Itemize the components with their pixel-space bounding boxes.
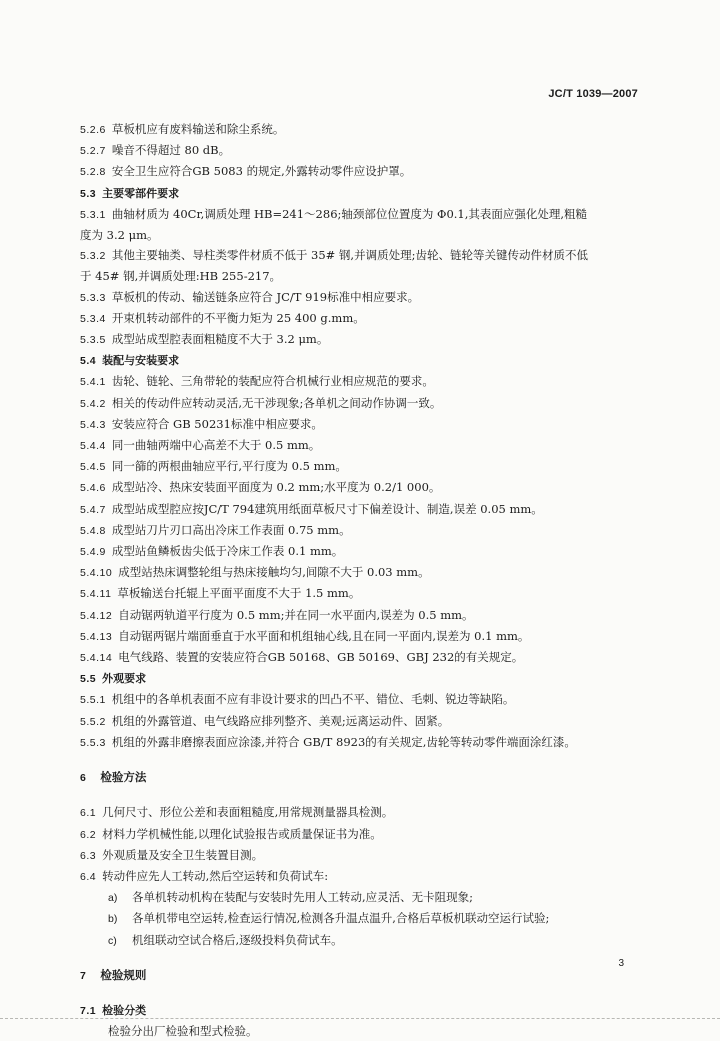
clause-text: 检验分出厂检验和型式检验。 bbox=[108, 1024, 258, 1039]
clause-text: 度为 3.2 μm。 bbox=[80, 228, 159, 243]
clause-line bbox=[80, 119, 640, 140]
clause-line bbox=[80, 520, 640, 541]
clause-text: 成型站成型腔表面粗糙度不大于 3.2 μm。 bbox=[111, 332, 329, 347]
clause-text: 检验分类 bbox=[102, 1003, 147, 1017]
scan-edge-line bbox=[0, 1018, 720, 1020]
clause-line bbox=[80, 140, 640, 161]
clause-text: 曲轴材质为 40Cr,调质处理 HB=241～286;轴颈部位位置度为 Φ0.1,其表面应强化处理,粗糙 bbox=[111, 206, 588, 221]
clause-number: 6.4 bbox=[80, 870, 97, 883]
clause-text: 几何尺寸、形位公差和表面粗糙度,用常规测量器具检测。 bbox=[102, 805, 394, 820]
clause-text: 自动锯两轨道平行度为 0.5 mm;并在同一水平面内,误差为 0.5 mm。 bbox=[118, 607, 474, 622]
clause-number: 5.4.10 bbox=[80, 567, 113, 580]
clause-number: 5.4.14 bbox=[80, 652, 113, 665]
clause-text: 草板机的传动、输送链条应符合 JC/T 919标准中相应要求。 bbox=[111, 289, 420, 304]
clause-line bbox=[80, 414, 640, 435]
subsection-heading bbox=[80, 183, 640, 204]
document-body bbox=[80, 119, 640, 1041]
clause-line bbox=[80, 802, 640, 823]
clause-text: 其他主要轴类、导柱类零件材质不低于 35# 钢,并调质处理;齿轮、链轮等关键传动件材质不低 bbox=[111, 248, 588, 263]
clause-number: 5.3.3 bbox=[80, 291, 106, 304]
clause-line bbox=[80, 866, 640, 887]
clause-line bbox=[80, 245, 640, 266]
clause-text: 检验规则 bbox=[100, 967, 147, 982]
clause-line bbox=[80, 689, 640, 710]
list-marker: a) bbox=[108, 892, 118, 905]
clause-continuation bbox=[80, 266, 640, 286]
clause-line bbox=[80, 456, 640, 477]
clause-text: 成型站成型腔应按JC/T 794建筑用纸面草板尺寸下偏差设计、制造,误差 0.05 mm。 bbox=[111, 501, 543, 516]
clause-continuation bbox=[80, 225, 640, 245]
standard-number-header: JC/T 1039—2007 bbox=[548, 88, 638, 100]
clause-line bbox=[80, 562, 640, 583]
clause-text: 外观质量及安全卫生装置目测。 bbox=[102, 847, 264, 862]
section-gap bbox=[80, 753, 640, 767]
clause-text: 成型站冷、热床安装面平面度为 0.2 mm;水平度为 0.2/1 000。 bbox=[111, 480, 441, 495]
clause-text: 转动件应先人工转动,然后空运转和负荷试车: bbox=[102, 868, 329, 883]
clause-text: 机组联动空试合格后,逐级投料负荷试车。 bbox=[132, 932, 343, 947]
clause-line bbox=[80, 204, 640, 225]
clause-line bbox=[80, 393, 640, 414]
clause-line bbox=[80, 161, 640, 182]
clause-number: 7 bbox=[80, 969, 87, 982]
clause-number: 6 bbox=[80, 772, 87, 785]
clause-line bbox=[80, 308, 640, 329]
list-item bbox=[80, 887, 640, 908]
clause-text: 成型站刀片刃口高出冷床工作表面 0.75 mm。 bbox=[111, 522, 351, 537]
clause-line bbox=[80, 732, 640, 753]
clause-line bbox=[80, 583, 640, 604]
clause-line bbox=[80, 329, 640, 350]
clause-number: 5.3.1 bbox=[80, 208, 106, 221]
clause-number: 6.3 bbox=[80, 849, 97, 862]
clause-text: 草板机应有废料输送和除尘系统。 bbox=[111, 122, 285, 136]
clause-line bbox=[80, 499, 640, 520]
clause-number: 5.4.1 bbox=[80, 376, 106, 389]
clause-text: 电气线路、装置的安装应符合GB 50168、GB 50169、GBJ 232的有关规定。 bbox=[118, 650, 524, 665]
clause-number: 5.5 bbox=[80, 673, 97, 686]
clause-text: 噪音不得超过 80 dB。 bbox=[111, 143, 231, 158]
clause-text: 各单机带电空运转,检查运行情况,检测各升温点温升,合格后草板机联动空运行试验; bbox=[132, 911, 550, 926]
subsection-heading bbox=[80, 668, 640, 689]
clause-text: 机组的外露管道、电气线路应排列整齐、美观;远离运动件、固紧。 bbox=[111, 713, 450, 728]
list-item bbox=[80, 930, 640, 951]
clause-number: 5.2.6 bbox=[80, 124, 106, 136]
clause-line bbox=[80, 647, 640, 668]
clause-number: 5.4.9 bbox=[80, 546, 106, 559]
clause-text: 主要零部件要求 bbox=[102, 186, 180, 200]
clause-number: 7.1 bbox=[80, 1004, 97, 1017]
clause-number: 5.4.13 bbox=[80, 630, 113, 643]
clause-line bbox=[80, 371, 640, 392]
section-gap bbox=[80, 951, 640, 965]
clause-number: 5.4 bbox=[80, 355, 97, 368]
clause-line bbox=[80, 541, 640, 562]
clause-text: 各单机转动机构在装配与安装时先用人工转动,应灵活、无卡阻现象; bbox=[132, 890, 474, 905]
clause-text: 外观要求 bbox=[102, 672, 147, 686]
clause-text: 同一篩的两根曲轴应平行,平行度为 0.5 mm。 bbox=[111, 459, 347, 474]
clause-number: 6.2 bbox=[80, 828, 97, 841]
clause-text: 于 45# 钢,并调质处理:HB 255-217。 bbox=[80, 269, 282, 284]
section-heading bbox=[80, 767, 640, 788]
clause-text: 相关的传动件应转动灵活,无干涉现象;各单机之间动作协调一致。 bbox=[111, 395, 442, 410]
clause-text: 成型站鱼鳞板齿尖低于冷床工作表 0.1 mm。 bbox=[111, 544, 344, 559]
list-marker: b) bbox=[108, 913, 118, 926]
clause-line bbox=[80, 605, 640, 626]
clause-number: 5.3.2 bbox=[80, 250, 106, 263]
clause-number: 5.3.5 bbox=[80, 334, 106, 347]
clause-number: 5.4.6 bbox=[80, 482, 106, 495]
clause-text: 草板输送台托辊上平面平面度不大于 1.5 mm。 bbox=[117, 586, 361, 601]
clause-text: 自动锯两锯片端面垂直于水平面和机组轴心线,且在同一平面内,误差为 0.1 mm。 bbox=[118, 628, 530, 643]
subsection-heading bbox=[80, 350, 640, 371]
clause-body bbox=[80, 1021, 640, 1041]
clause-number: 5.4.4 bbox=[80, 440, 106, 453]
clause-number: 5.4.7 bbox=[80, 503, 106, 516]
clause-number: 5.4.2 bbox=[80, 397, 106, 410]
clause-number: 5.4.8 bbox=[80, 524, 106, 537]
clause-line bbox=[80, 477, 640, 498]
clause-text: 同一曲轴两端中心高差不大于 0.5 mm。 bbox=[111, 438, 321, 453]
clause-text: 齿轮、链轮、三角带轮的装配应符合机械行业相应规范的要求。 bbox=[111, 374, 434, 389]
clause-number: 5.5.1 bbox=[80, 694, 106, 707]
clause-number: 5.2.8 bbox=[80, 166, 106, 179]
clause-number: 5.4.3 bbox=[80, 418, 106, 431]
clause-text: 成型站热床调整轮组与热床接触均匀,间隙不大于 0.03 mm。 bbox=[118, 565, 430, 580]
section-heading bbox=[80, 965, 640, 986]
clause-text: 机组中的各单机表面不应有非设计要求的凹凸不平、错位、毛刺、锐边等缺陷。 bbox=[111, 692, 515, 707]
clause-text: 机组的外露非磨擦表面应涂漆,并符合 GB/T 8923的有关规定,齿轮等转动零件端面涂红漆。 bbox=[111, 734, 576, 749]
clause-number: 5.3 bbox=[80, 187, 97, 200]
section-gap bbox=[80, 788, 640, 802]
clause-text: 安全卫生应符合GB 5083 的规定,外露转动零件应设护罩。 bbox=[111, 164, 412, 179]
clause-number: 5.4.11 bbox=[80, 588, 112, 601]
list-item bbox=[80, 908, 640, 929]
clause-text: 材料力学机械性能,以理化试验报告或质量保证书为准。 bbox=[102, 826, 382, 841]
clause-text: 检验方法 bbox=[100, 770, 147, 785]
clause-number: 5.2.7 bbox=[80, 145, 106, 158]
clause-text: 装配与安装要求 bbox=[102, 354, 180, 368]
clause-number: 6.1 bbox=[80, 807, 97, 820]
clause-number: 5.5.3 bbox=[80, 736, 106, 749]
clause-text: 安装应符合 GB 50231标准中相应要求。 bbox=[111, 416, 323, 431]
clause-number: 5.5.2 bbox=[80, 715, 106, 728]
clause-line bbox=[80, 287, 640, 308]
clause-line bbox=[80, 845, 640, 866]
clause-line bbox=[80, 824, 640, 845]
clause-number: 5.4.5 bbox=[80, 461, 106, 474]
clause-line bbox=[80, 626, 640, 647]
page-number: 3 bbox=[618, 958, 624, 969]
section-gap bbox=[80, 986, 640, 1000]
clause-line bbox=[80, 711, 640, 732]
clause-number: 5.3.4 bbox=[80, 312, 106, 325]
clause-number: 5.4.12 bbox=[80, 609, 113, 622]
clause-text: 开束机转动部件的不平衡力矩为 25 400 g.mm。 bbox=[111, 310, 365, 325]
clause-line bbox=[80, 435, 640, 456]
list-marker: c) bbox=[108, 934, 117, 947]
